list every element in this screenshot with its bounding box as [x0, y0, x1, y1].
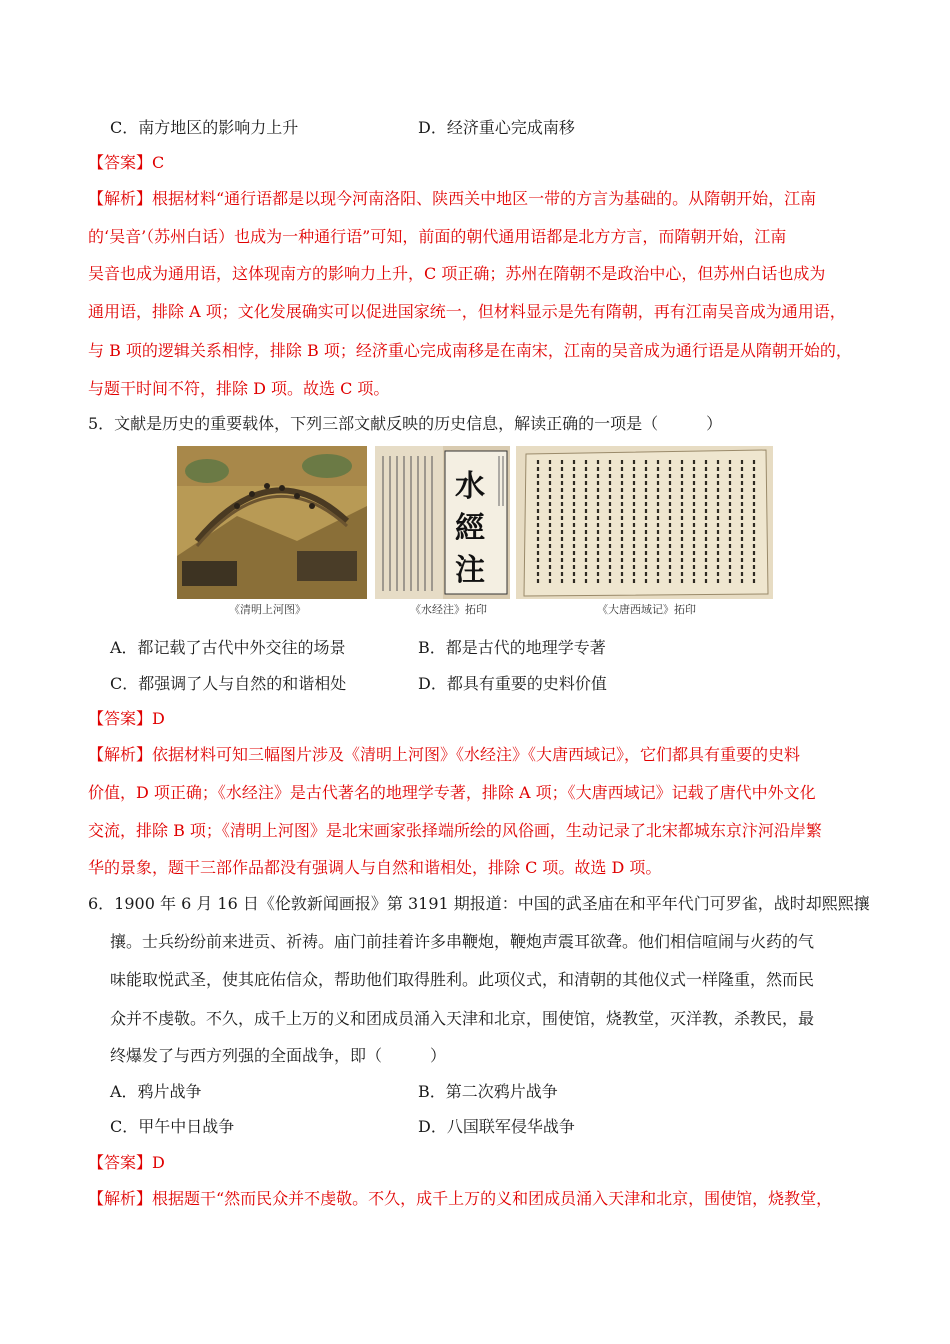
qingming-caption: 《清明上河图》	[229, 603, 306, 616]
q4-analysis-line: 与题干时间不符，排除 D 项。故选 C 项。	[88, 379, 390, 398]
q6-stem-line: 6．1900 年 6 月 16 日《伦敦新闻画报》第 3191 期报道：中国的武圣庙在和平年代门可罗雀，战时却熙熙攘	[88, 894, 870, 913]
q4-analysis-line: 吴音也成为通用语，这体现南方的影响力上升，C 项正确；苏州在隋朝不是政治中心，但苏州白话也成为	[88, 264, 826, 283]
q4-answer: 【答案】C	[88, 153, 165, 172]
q4-option-c: C．南方地区的影响力上升	[110, 118, 299, 137]
shuijingzhu-image	[375, 446, 510, 599]
q6-option-a: A．鸦片战争	[110, 1082, 202, 1101]
datangxiyuji-image	[516, 446, 773, 599]
q5-stem: 5．文献是历史的重要载体，下列三部文献反映的历史信息，解读正确的一项是（ ）	[88, 414, 723, 433]
q6-stem-line: 攘。士兵纷纷前来进贡、祈祷。庙门前挂着许多串鞭炮，鞭炮声震耳欲聋。他们相信喧闹与火药的气	[110, 932, 815, 951]
q5-option-a: A．都记载了古代中外交往的场景	[110, 638, 346, 657]
q4-analysis-line: 通用语，排除 A 项；文化发展确实可以促进国家统一，但材料显示是先有隋朝，再有江南吴音成为通用语，	[88, 302, 846, 321]
q5-analysis-line: 价值，D 项正确；《水经注》是古代著名的地理学专著，排除 A 项；《大唐西域记》记载了唐代中外文化	[88, 783, 816, 802]
q5-option-c: C．都强调了人与自然的和谐相处	[110, 674, 347, 693]
q6-option-d: D．八国联军侵华战争	[418, 1117, 575, 1136]
qingming-painting-image	[177, 446, 367, 599]
q5-analysis-line: 交流，排除 B 项；《清明上河图》是北宋画家张择端所绘的风俗画，生动记录了北宋都城东京汴河沿岸繁	[88, 821, 822, 840]
q5-answer: 【答案】D	[88, 709, 165, 728]
q6-analysis-line: 【解析】根据题干“然而民众并不虔敬。不久，成千上万的义和团成员涌入天津和北京，围使馆，烧教堂，	[88, 1189, 833, 1208]
q5-analysis-line: 华的景象，题干三部作品都没有强调人与自然和谐相处，排除 C 项。故选 D 项。	[88, 858, 662, 877]
q6-stem-line: 众并不虔敬。不久，成千上万的义和团成员涌入天津和北京，围使馆，烧教堂，灭洋教，杀教民，最	[110, 1009, 815, 1028]
datangxiyuji-caption: 《大唐西域记》拓印	[597, 603, 696, 616]
q6-option-b: B．第二次鸦片战争	[418, 1082, 558, 1101]
q5-option-b: B．都是古代的地理学专著	[418, 638, 606, 657]
q4-analysis-line: 与 B 项的逻辑关系相悖，排除 B 项；经济重心完成南移是在南宋，江南的吴音成为通行语是从隋朝开始的，	[88, 341, 852, 360]
q5-option-d: D．都具有重要的史料价值	[418, 674, 607, 693]
shuijingzhu-title: 水經注	[455, 469, 485, 588]
q6-stem-line: 终爆发了与西方列强的全面战争，即（ ）	[110, 1046, 447, 1065]
q6-answer: 【答案】D	[88, 1153, 165, 1172]
q4-option-d: D．经济重心完成南移	[418, 118, 575, 137]
q4-analysis-line: 的‘吴音’（苏州白话）也成为一种通行语”可知，前面的朝代通用语都是北方方言，而隋朝开始，江南	[88, 227, 787, 246]
q5-analysis-line: 【解析】依据材料可知三幅图片涉及《清明上河图》《水经注》《大唐西域记》，它们都具有重要的史料	[88, 745, 801, 764]
q4-analysis-line: 【解析】根据材料“通行语都是以现今河南洛阳、陕西关中地区一带的方言为基础的。从隋朝开始，江南	[88, 189, 817, 208]
q6-option-c: C．甲午中日战争	[110, 1117, 235, 1136]
q6-stem-line: 味能取悦武圣，使其庇佑信众，帮助他们取得胜利。此项仪式，和清朝的其他仪式一样隆重，然而民	[110, 970, 815, 989]
shuijingzhu-caption: 《水经注》拓印	[410, 603, 487, 616]
